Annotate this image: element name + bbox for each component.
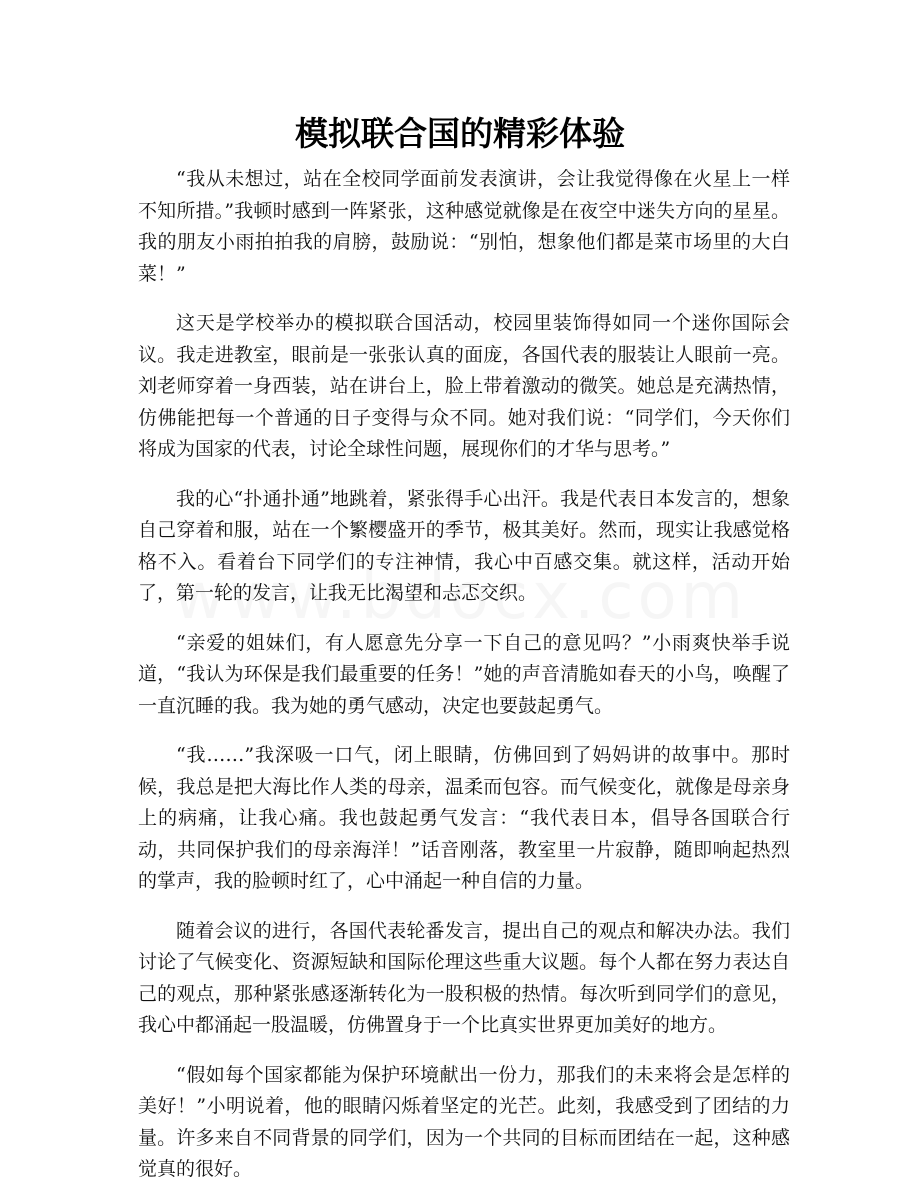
- paragraph-4: “亲爱的姐妹们，有人愿意先分享一下自己的意见吗？”小雨爽快举手说道，“我认为环保是我们最重要的任务！”她的声音清脆如春天的小鸟，唤醒了一直沉睡的我。我为她的勇气感动，决定也要鼓起勇气。: [138, 631, 790, 717]
- paragraph-3: 我的心“扑通扑通”地跳着，紧张得手心出汗。我是代表日本发言的，想象自己穿着和服，站在一个繁樱盛开的季节，极其美好。然而，现实让我感觉格格不入。看着台下同学们的专注神情，我心中百感交集。就这样，活动开始了，第一轮的发言，让我无比渴望和忐忑交织。: [138, 487, 790, 604]
- paragraph-6: 随着会议的进行，各国代表轮番发言，提出自己的观点和解决办法。我们讨论了气候变化、资源短缺和国际伦理这些重大议题。每个人都在努力表达自己的观点，那种紧张感逐渐转化为一股积极的热情。每次听到同学们的意见，我心中都涌起一股温暖，仿佛置身于一个比真实世界更加美好的地方。: [138, 919, 790, 1036]
- paragraph-1: “我从未想过，站在全校同学面前发表演讲，会让我觉得像在火星上一样不知所措。”我顿时感到一阵紧张，这种感觉就像是在夜空中迷失方向的星星。我的朋友小雨拍拍我的肩膀，鼓励说：“别怕，想象他们都是菜市场里的大白菜！”: [138, 168, 790, 285]
- document-title: 模拟联合国的精彩体验: [295, 114, 625, 153]
- paragraph-5: “我……”我深吸一口气，闭上眼睛，仿佛回到了妈妈讲的故事中。那时候，我总是把大海比作人类的母亲，温柔而包容。而气候变化，就像是母亲身上的病痛，让我心痛。我也鼓起勇气发言：“我代表日本，倡导各国联合行动，共同保护我们的母亲海洋！”话音刚落，教室里一片寂静，随即响起热烈的掌声，我的脸顿时红了，心中涌起一种自信的力量。: [138, 744, 790, 892]
- paragraph-2: 这天是学校举办的模拟联合国活动，校园里装饰得如同一个迷你国际会议。我走进教室，眼前是一张张认真的面庞，各国代表的服装让人眼前一亮。刘老师穿着一身西装，站在讲台上，脸上带着激动的微笑。她总是充满热情，仿佛能把每一个普通的日子变得与众不同。她对我们说：“同学们，今天你们将成为国家的代表，讨论全球性问题，展现你们的才华与思考。”: [138, 312, 790, 460]
- paragraph-7: “假如每个国家都能为保护环境献出一份力，那我们的未来将会是怎样的美好！”小明说着，他的眼睛闪烁着坚定的光芒。此刻，我感受到了团结的力量。许多来自不同背景的同学们，因为一个共同的目标而团结在一起，这种感觉真的很好。: [138, 1063, 790, 1180]
- document-body: [138, 164, 790, 1204]
